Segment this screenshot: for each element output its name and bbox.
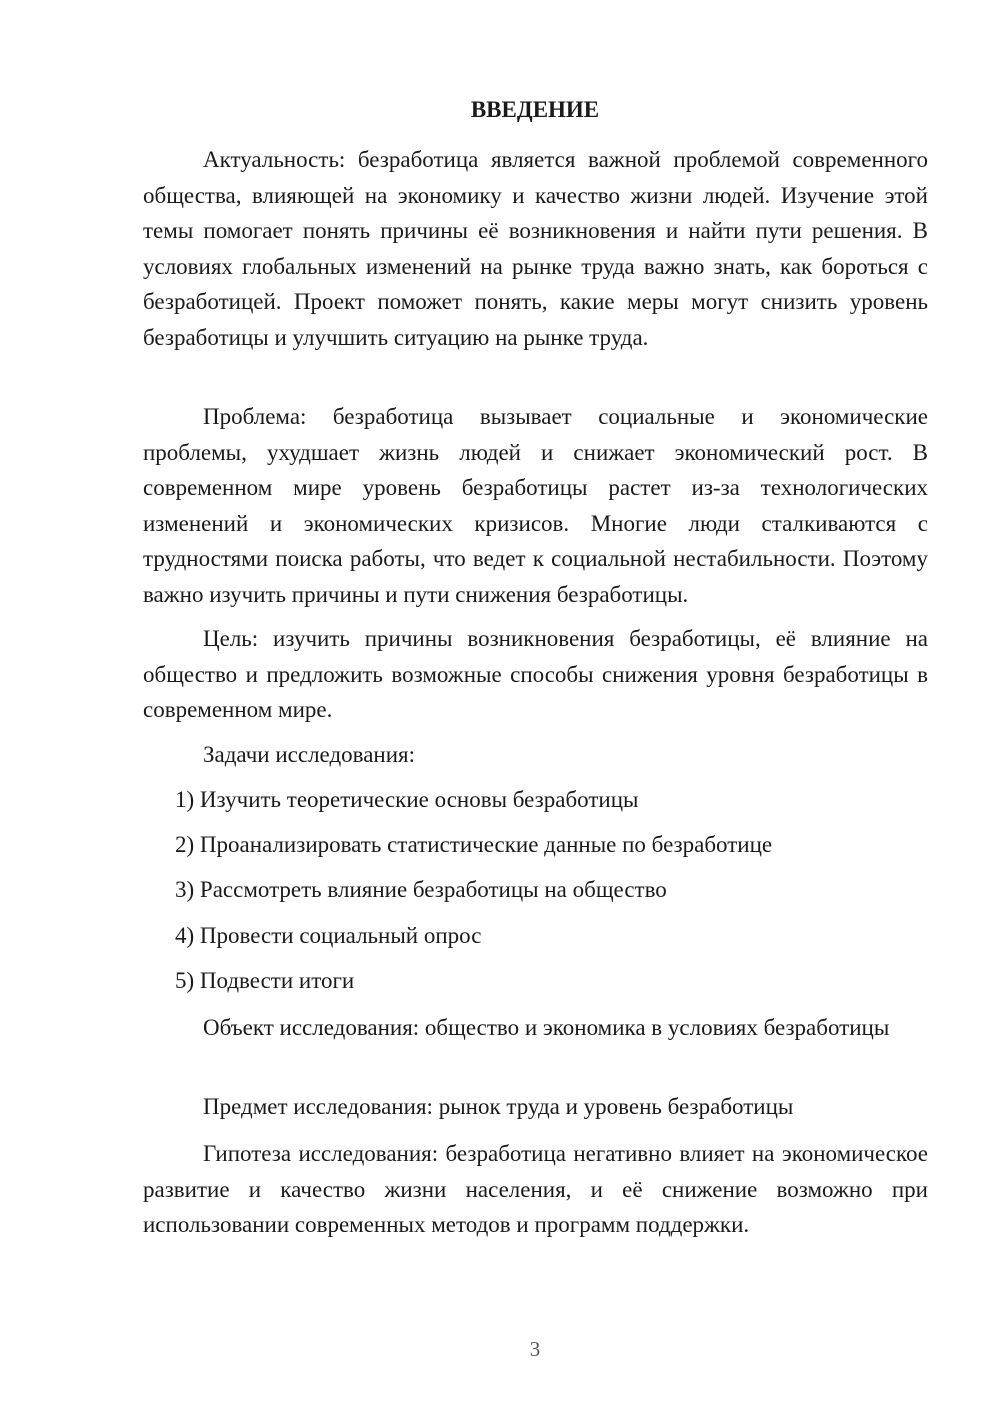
task-item: 1) Изучить теоретические основы безработицы [175,787,639,812]
object-paragraph: Объект исследования: общество и экономика в условиях безработицы [203,1015,890,1040]
goal-paragraph: Цель: изучить причины возникновения безработицы, её влияние на общество и предложить возможные способы снижения уровня безработицы в современном мире. [143,626,928,722]
page-title: ВВЕДЕНИЕ [470,97,600,122]
page-number: 3 [529,1337,541,1361]
task-item: 3) Рассмотреть влияние безработицы на общество [175,877,667,902]
task-item: 5) Подвести итоги [175,968,355,993]
tasks-heading: Задачи исследования: [203,742,416,767]
relevance-paragraph: Актуальность: безработица является важной проблемой современного общества, влияющей на экономику и качество жизни людей. Изучение этой темы помогает понять причины её возникновения и найти пути решения. В условиях глобальных изменений на рынке труда важно знать, как бороться с безработицей. Проект поможет понять, какие меры могут снизить уровень безработицы и улучшить ситуацию на рынке труда. [143,147,928,350]
task-item: 4) Провести социальный опрос [175,923,482,948]
task-item: 2) Проанализировать статистические данные по безработице [175,832,773,857]
hypothesis-paragraph: Гипотеза исследования: безработица негативно влияет на экономическое развитие и качество жизни населения, и её снижение возможно при использовании современных методов и программ поддержки. [143,1141,928,1237]
subject-paragraph: Предмет исследования: рынок труда и уровень безработицы [203,1094,794,1119]
problem-paragraph: Проблема: безработица вызывает социальные и экономические проблемы, ухудшает жизнь людей и снижает экономический рост. В современном мире уровень безработицы растет из-за технологических изменений и экономических кризисов. Многие люди сталкиваются с трудностями поиска работы, что ведет к социальной нестабильности. Поэтому важно изучить причины и пути снижения безработицы. [143,404,928,607]
